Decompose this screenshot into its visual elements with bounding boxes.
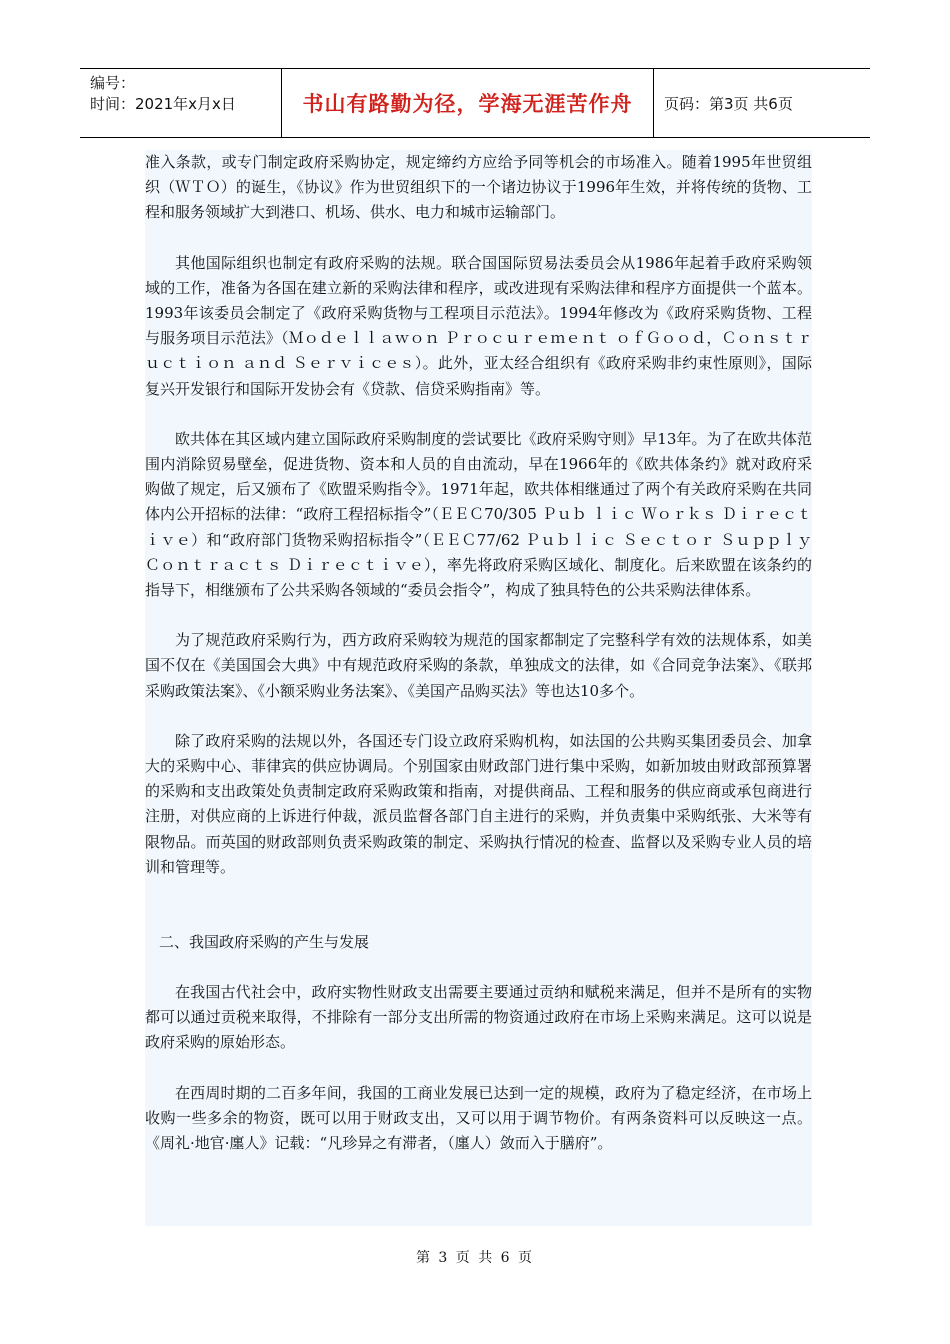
paragraph: 除了政府采购的法规以外，各国还专门设立政府采购机构，如法国的公共购买集团委员会、加拿大的采购中心、菲律宾的供应协调局。个别国家由财政部门进行集中采购，如新加坡由财政部预算署的采购和支出政策处负责制定政府采购政策和指南，对提供商品、工程和服务的供应商或承包商进行注册，对供应商的上诉进行仲裁，派员监督各部门自主进行的采购，并负责集中采购纸张、大米等有限物品。而英国的财政部则负责采购政策的制定、采购执行情况的检查、监督以及采购专业人员的培训和管理等。 xyxy=(145,731,812,876)
paragraph: 为了规范政府采购行为，西方政府采购较为规范的国家都制定了完整科学有效的法规体系，如美国不仅在《美国国会大典》中有规范政府采购的条款，单独成文的法律，如《合同竞争法案》、《联邦采购政策法案》、《小额采购业务法案》、《美国产品购买法》等也达10多个。 xyxy=(145,631,812,700)
paragraph: 准入条款，或专门制定政府采购协定，规定缔约方应给予同等机会的市场准入。随着1995年世贸组织（ＷＴＯ）的诞生，《协议》作为世贸组织下的一个诸边协议于1996年生效，并将传统的货物、工程和服务领域扩大到港口、机场、供水、电力和城市运输部门。 xyxy=(145,153,812,222)
document-body xyxy=(145,150,812,1226)
paragraph: 其他国际组织也制定有政府采购的法规。联合国国际贸易法委员会从1986年起着手政府采购领域的工作，准备为各国在建立新的采购法律和程序，或改进现有采购法律和程序方面提供一个蓝本。1993年该委员会制定了《政府采购货物与工程项目示范法》。1994年修改为《政府采购货物、工程与服务项目示范法》（Ｍｏｄｅｌｌａｗｏｎ Ｐｒｏｃｕｒｅｍｅｎｔ ｏｆＧｏｏｄ，Ｃｏｎｓｔｒｕｃｔｉｏｎ ａｎｄ Ｓｅｒｖｉｃｅｓ）。此外，亚太经合组织有《政府采购非约束性原则》，国际复兴开发银行和国际开发协会有《贷款、信贷采购指南》等。 xyxy=(145,253,812,398)
document-number-label: 编号： xyxy=(90,74,136,92)
header-meta xyxy=(80,69,282,137)
header-page-code: 页码：第3页 共6页 xyxy=(664,94,793,113)
section-heading: 二、我国政府采购的产生与发展 xyxy=(159,933,370,952)
document-date-label: 时间：2021年x月x日 xyxy=(90,95,236,113)
page-header xyxy=(80,68,870,138)
paragraph: 在我国古代社会中，政府实物性财政支出需要主要通过贡纳和赋税来满足，但并不是所有的实物都可以通过贡税来取得，不排除有一部分支出所需的物资通过政府在市场上采购来满足。这可以说是政府采购的原始形态。 xyxy=(145,983,812,1052)
header-motto: 书山有路勤为径，学海无涯苦作舟 xyxy=(282,69,654,137)
page-footer: 第 3 页 共 6 页 xyxy=(415,1250,535,1266)
paragraph: 在西周时期的二百多年间，我国的工商业发展已达到一定的规模，政府为了稳定经济，在市场上收购一些多余的物资，既可以用于财政支出，又可以用于调节物价。有两条资料可以反映这一点。《周礼·地官·廛人》记载：“凡珍异之有滞者，（廛人）敛而入于膳府”。 xyxy=(145,1083,812,1153)
paragraph: 欧共体在其区域内建立国际政府采购制度的尝试要比《政府采购守则》早13年。为了在欧共体范围内消除贸易壁垒，促进货物、资本和人员的自由流动，早在1966年的《欧共体条约》就对政府采购做了规定，后又颁布了《欧盟采购指令》。1971年起，欧共体相继通过了两个有关政府采购在共同体内公开招标的法律：“政府工程招标指令”（ＥＥＣ70/305 Ｐｕｂ ｌｉｃ Ｗｏｒｋｓ Ｄｉｒｅｃｔｉｖｅ）和“政府部门货物采购招标指令”（ＥＥＣ77/62 Ｐｕｂｌｉｃ Ｓｅｃｔｏｒ Ｓｕｐｐｌｙ Ｃｏｎｔｒａｃｔｓ Ｄｉｒｅｃｔｉｖｅ），率先将政府采购区域化、制度化。后来欧盟在该条约的指导下，相继颁布了公共采购各领域的“委员会指令”，构成了独具特色的公共采购法律体系。 xyxy=(145,429,812,600)
